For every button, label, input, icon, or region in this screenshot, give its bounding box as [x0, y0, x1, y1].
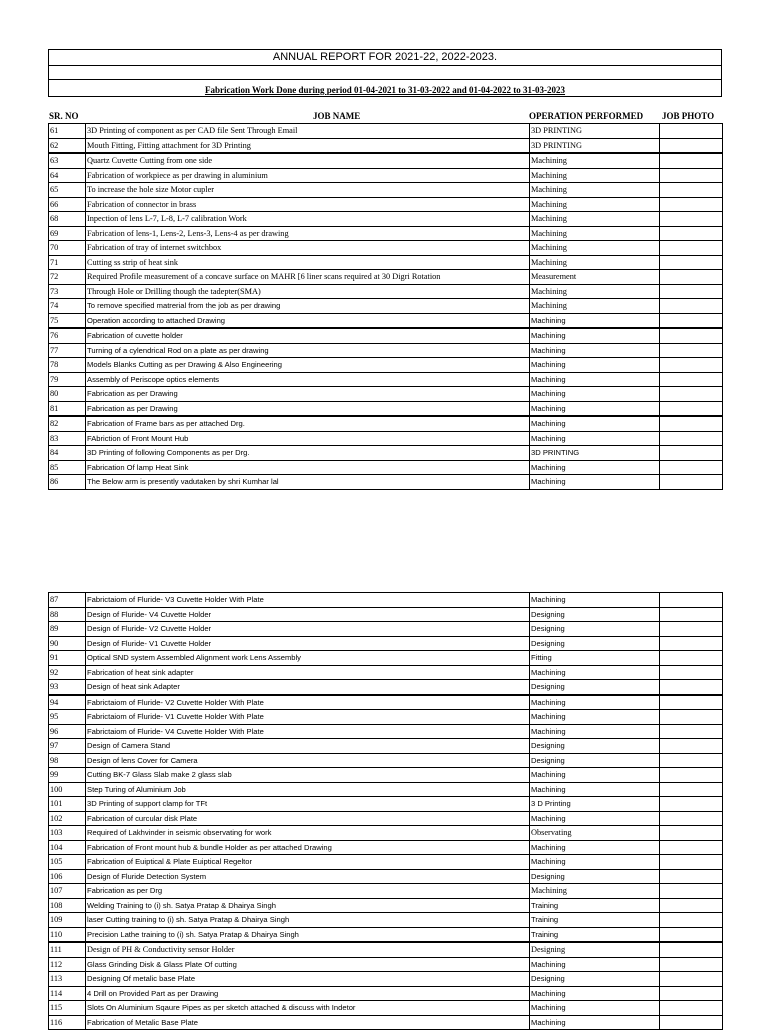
sr-no-cell: 83 — [49, 431, 86, 446]
sr-no-cell: 109 — [49, 913, 86, 928]
job-name-cell: Cutting BK-7 Glass Slab make 2 glass slab — [86, 768, 530, 783]
job-photo-cell — [660, 138, 723, 153]
job-name-cell: Required of Lakhvinder in seismic observating for work — [86, 826, 530, 841]
job-name-cell: Design of heat sink Adapter — [86, 680, 530, 695]
table-row — [49, 358, 723, 373]
table-row — [49, 446, 723, 461]
job-name-cell: Step Turing of Aluminium Job — [86, 782, 530, 797]
table-row — [49, 739, 723, 754]
header-operation: OPERATION PERFORMED — [529, 111, 644, 121]
table-row — [49, 343, 723, 358]
table-row — [49, 927, 723, 942]
table-row — [49, 372, 723, 387]
table-row — [49, 255, 723, 270]
operation-cell: 3 D Printing — [530, 797, 660, 812]
sr-no-cell: 103 — [49, 826, 86, 841]
operation-cell: Fitting — [530, 651, 660, 666]
job-photo-cell — [660, 884, 723, 899]
table-row — [49, 710, 723, 725]
sr-no-cell: 74 — [49, 299, 86, 314]
job-name-cell: Mouth Fitting, Fitting attachment for 3D Printing — [86, 138, 530, 153]
operation-cell: Machining — [530, 226, 660, 241]
job-name-cell: Fabrictaiom of Fluride- V1 Cuvette Holder With Plate — [86, 710, 530, 725]
sr-no-cell: 95 — [49, 710, 86, 725]
sr-no-cell: 66 — [49, 197, 86, 212]
job-photo-cell — [660, 313, 723, 328]
table-row — [49, 680, 723, 695]
job-photo-cell — [660, 826, 723, 841]
operation-cell: Machining — [530, 724, 660, 739]
table-row — [49, 768, 723, 783]
job-name-cell: Inpection of lens L-7, L-8, L-7 calibration Work — [86, 212, 530, 227]
job-name-cell: Fabrication as per Drg — [86, 884, 530, 899]
job-name-cell: 3D Printing of support clamp for TFt — [86, 797, 530, 812]
job-photo-cell — [660, 855, 723, 870]
job-name-cell: Fabrication of Euiptical & Plate Euiptical Regeltor — [86, 855, 530, 870]
table-row — [49, 753, 723, 768]
operation-cell: Machining — [530, 1015, 660, 1030]
operation-cell: Machining — [530, 153, 660, 168]
operation-cell: Machining — [530, 416, 660, 431]
sr-no-cell: 113 — [49, 972, 86, 987]
job-photo-cell — [660, 913, 723, 928]
job-name-cell: Models Blanks Cutting as per Drawing & Also Engineering — [86, 358, 530, 373]
sr-no-cell: 81 — [49, 401, 86, 416]
job-name-cell: Fabrication as per Drawing — [86, 401, 530, 416]
job-name-cell: Design of Fluride- V4 Cuvette Holder — [86, 607, 530, 622]
sr-no-cell: 98 — [49, 753, 86, 768]
job-name-cell: Fabrication of Frame bars as per attached Drg. — [86, 416, 530, 431]
job-name-cell: Fabrication of cuvette holder — [86, 328, 530, 343]
job-name-cell: Welding Training to (i) sh. Satya Pratap & Dhairya Singh — [86, 898, 530, 913]
table-row — [49, 241, 723, 256]
operation-cell: Machining — [530, 168, 660, 183]
table-row — [49, 138, 723, 153]
table-row — [49, 942, 723, 957]
job-photo-cell — [660, 710, 723, 725]
job-name-cell: Optical SND system Assembled Alignment work Lens Assembly — [86, 651, 530, 666]
table-row — [49, 183, 723, 198]
job-name-cell: To remove specified matrerial from the job as per drawing — [86, 299, 530, 314]
job-name-cell: Turning of a cylendrical Rod on a plate as per drawing — [86, 343, 530, 358]
operation-cell: Machining — [530, 372, 660, 387]
operation-cell: Machining — [530, 255, 660, 270]
job-name-cell: FAbriction of Front Mount Hub — [86, 431, 530, 446]
job-photo-cell — [660, 607, 723, 622]
job-name-cell: 3D Printing of following Components as per Drg. — [86, 446, 530, 461]
job-photo-cell — [660, 986, 723, 1001]
sr-no-cell: 115 — [49, 1001, 86, 1016]
operation-cell: Machining — [530, 986, 660, 1001]
sr-no-cell: 62 — [49, 138, 86, 153]
job-photo-cell — [660, 358, 723, 373]
job-photo-cell — [660, 1015, 723, 1030]
table-row — [49, 695, 723, 710]
job-name-cell: To increase the hole size Motor cupler — [86, 183, 530, 198]
job-photo-cell — [660, 840, 723, 855]
job-name-cell: Precision Lathe training to (i) sh. Satya Pratap & Dhairya Singh — [86, 927, 530, 942]
operation-cell: Machining — [530, 401, 660, 416]
sr-no-cell: 70 — [49, 241, 86, 256]
sr-no-cell: 72 — [49, 270, 86, 285]
sr-no-cell: 87 — [49, 593, 86, 608]
table-row — [49, 226, 723, 241]
job-table-1 — [48, 123, 723, 490]
sr-no-cell: 97 — [49, 739, 86, 754]
job-name-cell: 3D Printing of component as per CAD file Sent Through Email — [86, 124, 530, 139]
sr-no-cell: 100 — [49, 782, 86, 797]
table-row — [49, 270, 723, 285]
job-name-cell: Fabrication as per Drawing — [86, 387, 530, 402]
job-photo-cell — [660, 972, 723, 987]
table-row — [49, 797, 723, 812]
job-photo-cell — [660, 431, 723, 446]
operation-cell: Machining — [530, 241, 660, 256]
operation-cell: Designing — [530, 607, 660, 622]
sr-no-cell: 82 — [49, 416, 86, 431]
job-name-cell: Design of lens Cover for Camera — [86, 753, 530, 768]
operation-cell: Designing — [530, 753, 660, 768]
job-photo-cell — [660, 401, 723, 416]
job-name-cell: Design of Fluride Detection System — [86, 869, 530, 884]
operation-cell: Machining — [530, 840, 660, 855]
operation-cell: Machining — [530, 328, 660, 343]
job-name-cell: Operation according to attached Drawing — [86, 313, 530, 328]
job-name-cell: Fabrictaiom of Fluride- V3 Cuvette Holder With Plate — [86, 593, 530, 608]
job-photo-cell — [660, 226, 723, 241]
job-name-cell: Fabrication Of lamp Heat Sink — [86, 460, 530, 475]
sr-no-cell: 114 — [49, 986, 86, 1001]
sr-no-cell: 112 — [49, 957, 86, 972]
job-name-cell: Quartz Cuvette Cutting from one side — [86, 153, 530, 168]
table-row — [49, 869, 723, 884]
sr-no-cell: 90 — [49, 636, 86, 651]
table-row — [49, 593, 723, 608]
sr-no-cell: 101 — [49, 797, 86, 812]
sr-no-cell: 68 — [49, 212, 86, 227]
table-row — [49, 401, 723, 416]
job-photo-cell — [660, 372, 723, 387]
sr-no-cell: 84 — [49, 446, 86, 461]
sr-no-cell: 85 — [49, 460, 86, 475]
job-name-cell: laser Cutting training to (i) sh. Satya Pratap & Dhairya Singh — [86, 913, 530, 928]
job-photo-cell — [660, 284, 723, 299]
job-name-cell: Fabrication of Metalic Base Plate — [86, 1015, 530, 1030]
table-row — [49, 284, 723, 299]
job-photo-cell — [660, 460, 723, 475]
operation-cell: Designing — [530, 636, 660, 651]
table-row — [49, 898, 723, 913]
job-name-cell: Fabrication of tray of internet switchbox — [86, 241, 530, 256]
sr-no-cell: 110 — [49, 927, 86, 942]
job-name-cell: Fabrication of heat sink adapter — [86, 665, 530, 680]
job-photo-cell — [660, 724, 723, 739]
sr-no-cell: 73 — [49, 284, 86, 299]
job-photo-cell — [660, 768, 723, 783]
job-photo-cell — [660, 957, 723, 972]
job-photo-cell — [660, 665, 723, 680]
job-name-cell: 4 Drill on Provided Part as per Drawing — [86, 986, 530, 1001]
operation-cell: Machining — [530, 343, 660, 358]
operation-cell: Machining — [530, 475, 660, 490]
report-title: ANNUAL REPORT FOR 2021-22, 2022-2023. — [49, 50, 721, 66]
sr-no-cell: 65 — [49, 183, 86, 198]
table-row — [49, 299, 723, 314]
table-row — [49, 416, 723, 431]
sr-no-cell: 77 — [49, 343, 86, 358]
job-photo-cell — [660, 753, 723, 768]
table-row — [49, 313, 723, 328]
job-photo-cell — [660, 197, 723, 212]
job-name-cell: Fabrication of connector in brass — [86, 197, 530, 212]
sr-no-cell: 63 — [49, 153, 86, 168]
job-name-cell: Fabrication of lens-1, Lens-2, Lens-3, Lens-4 as per drawing — [86, 226, 530, 241]
operation-cell: Machining — [530, 811, 660, 826]
job-photo-cell — [660, 622, 723, 637]
table-row — [49, 826, 723, 841]
sr-no-cell: 111 — [49, 942, 86, 957]
operation-cell: Machining — [530, 782, 660, 797]
table-row — [49, 884, 723, 899]
sr-no-cell: 64 — [49, 168, 86, 183]
sr-no-cell: 99 — [49, 768, 86, 783]
job-photo-cell — [660, 636, 723, 651]
operation-cell: Machining — [530, 313, 660, 328]
job-photo-cell — [660, 270, 723, 285]
sr-no-cell: 69 — [49, 226, 86, 241]
operation-cell: Designing — [530, 622, 660, 637]
sr-no-cell: 79 — [49, 372, 86, 387]
operation-cell: Machining — [530, 183, 660, 198]
operation-cell: Training — [530, 913, 660, 928]
job-name-cell: Fabrication of workpiece as per drawing in aluminium — [86, 168, 530, 183]
job-name-cell: Design of Fluride- V2 Cuvette Holder — [86, 622, 530, 637]
operation-cell: Designing — [530, 972, 660, 987]
job-table-2 — [48, 592, 723, 1030]
table-row — [49, 651, 723, 666]
report-title-block — [48, 49, 722, 97]
sr-no-cell: 75 — [49, 313, 86, 328]
job-name-cell: Through Hole or Drilling though the tadepter(SMA) — [86, 284, 530, 299]
job-name-cell: Fabrictaiom of Fluride- V2 Cuvette Holder With Plate — [86, 695, 530, 710]
table-row — [49, 840, 723, 855]
job-photo-cell — [660, 475, 723, 490]
job-photo-cell — [660, 299, 723, 314]
job-photo-cell — [660, 446, 723, 461]
sr-no-cell: 88 — [49, 607, 86, 622]
table-row — [49, 972, 723, 987]
operation-cell: Machining — [530, 212, 660, 227]
job-photo-cell — [660, 124, 723, 139]
operation-cell: Machining — [530, 460, 660, 475]
sr-no-cell: 78 — [49, 358, 86, 373]
sr-no-cell: 71 — [49, 255, 86, 270]
job-name-cell: Slots On Aluminium Sqaure Pipes as per sketch attached & discuss with Indetor — [86, 1001, 530, 1016]
sr-no-cell: 104 — [49, 840, 86, 855]
job-name-cell: Designing Of metalic base Plate — [86, 972, 530, 987]
operation-cell: 3D PRINTING — [530, 138, 660, 153]
job-photo-cell — [660, 942, 723, 957]
table-row — [49, 475, 723, 490]
operation-cell: Designing — [530, 869, 660, 884]
table-row — [49, 168, 723, 183]
blank-row — [49, 66, 721, 80]
job-name-cell: Design of Fluride- V1 Cuvette Holder — [86, 636, 530, 651]
job-name-cell: Assembly of Periscope optics elements — [86, 372, 530, 387]
job-photo-cell — [660, 695, 723, 710]
operation-cell: Designing — [530, 739, 660, 754]
sr-no-cell: 94 — [49, 695, 86, 710]
table-row — [49, 782, 723, 797]
operation-cell: Machining — [530, 710, 660, 725]
table-row — [49, 212, 723, 227]
operation-cell: 3D PRINTING — [530, 124, 660, 139]
table-row — [49, 197, 723, 212]
header-job-photo: JOB PHOTO — [662, 111, 715, 121]
table-row — [49, 855, 723, 870]
table-row — [49, 636, 723, 651]
job-name-cell: Required Profile measurement of a concave surface on MAHR [6 liner scans required at 30 Digri Rotation — [86, 270, 530, 285]
table-row — [49, 460, 723, 475]
sr-no-cell: 107 — [49, 884, 86, 899]
sr-no-cell: 108 — [49, 898, 86, 913]
operation-cell: Observating — [530, 826, 660, 841]
operation-cell: Machining — [530, 197, 660, 212]
header-sr-no: SR. NO — [49, 111, 79, 121]
operation-cell: Machining — [530, 299, 660, 314]
operation-cell: Training — [530, 898, 660, 913]
job-photo-cell — [660, 183, 723, 198]
job-photo-cell — [660, 927, 723, 942]
job-photo-cell — [660, 898, 723, 913]
table-row — [49, 431, 723, 446]
job-name-cell: Cutting ss strip of heat sink — [86, 255, 530, 270]
sr-no-cell: 116 — [49, 1015, 86, 1030]
operation-cell: Machining — [530, 431, 660, 446]
job-photo-cell — [660, 416, 723, 431]
job-photo-cell — [660, 153, 723, 168]
table-row — [49, 986, 723, 1001]
operation-cell: 3D PRINTING — [530, 446, 660, 461]
job-photo-cell — [660, 869, 723, 884]
sr-no-cell: 61 — [49, 124, 86, 139]
operation-cell: Designing — [530, 942, 660, 957]
table-row — [49, 1015, 723, 1030]
table-row — [49, 328, 723, 343]
sr-no-cell: 76 — [49, 328, 86, 343]
sr-no-cell: 96 — [49, 724, 86, 739]
sr-no-cell: 91 — [49, 651, 86, 666]
job-photo-cell — [660, 168, 723, 183]
operation-cell: Machining — [530, 855, 660, 870]
job-photo-cell — [660, 651, 723, 666]
job-photo-cell — [660, 387, 723, 402]
job-photo-cell — [660, 680, 723, 695]
report-subtitle: Fabrication Work Done during period 01-04-2021 to 31-03-2022 and 01-04-2022 to 31-03-2023 — [204, 85, 566, 95]
job-name-cell: Fabrication of curcular disk Plate — [86, 811, 530, 826]
job-name-cell: Design of PH & Conductivity sensor Holder — [86, 942, 530, 957]
job-photo-cell — [660, 593, 723, 608]
sr-no-cell: 86 — [49, 475, 86, 490]
table-row — [49, 811, 723, 826]
job-name-cell: Fabrication of Front mount hub & bundle Holder as per attached Drawing — [86, 840, 530, 855]
table-row — [49, 665, 723, 680]
operation-cell: Designing — [530, 680, 660, 695]
job-photo-cell — [660, 241, 723, 256]
job-name-cell: Fabrictaiom of Fluride- V4 Cuvette Holder With Plate — [86, 724, 530, 739]
operation-cell: Machining — [530, 1001, 660, 1016]
job-name-cell: The Below arm is presently vadutaken by shri Kumhar lal — [86, 475, 530, 490]
operation-cell: Machining — [530, 284, 660, 299]
job-name-cell: Glass Grinding Disk & Glass Plate Of cutting — [86, 957, 530, 972]
job-photo-cell — [660, 255, 723, 270]
table-row — [49, 607, 723, 622]
table-row — [49, 622, 723, 637]
operation-cell: Machining — [530, 957, 660, 972]
job-photo-cell — [660, 739, 723, 754]
sr-no-cell: 89 — [49, 622, 86, 637]
table-row — [49, 387, 723, 402]
operation-cell: Training — [530, 927, 660, 942]
table-row — [49, 724, 723, 739]
sr-no-cell: 102 — [49, 811, 86, 826]
operation-cell: Machining — [530, 387, 660, 402]
job-photo-cell — [660, 328, 723, 343]
sr-no-cell: 105 — [49, 855, 86, 870]
job-photo-cell — [660, 1001, 723, 1016]
operation-cell: Machining — [530, 593, 660, 608]
sr-no-cell: 106 — [49, 869, 86, 884]
column-header-row — [48, 109, 720, 123]
job-photo-cell — [660, 212, 723, 227]
operation-cell: Machining — [530, 665, 660, 680]
job-name-cell: Design of Camera Stand — [86, 739, 530, 754]
job-photo-cell — [660, 782, 723, 797]
table-row — [49, 913, 723, 928]
header-job-name: JOB NAME — [313, 111, 361, 121]
operation-cell: Measurement — [530, 270, 660, 285]
operation-cell: Machining — [530, 768, 660, 783]
table-row — [49, 957, 723, 972]
job-photo-cell — [660, 811, 723, 826]
sr-no-cell: 92 — [49, 665, 86, 680]
operation-cell: Machining — [530, 884, 660, 899]
sr-no-cell: 93 — [49, 680, 86, 695]
job-photo-cell — [660, 797, 723, 812]
table-row — [49, 153, 723, 168]
sr-no-cell: 80 — [49, 387, 86, 402]
operation-cell: Machining — [530, 695, 660, 710]
table-row — [49, 124, 723, 139]
table-row — [49, 1001, 723, 1016]
job-photo-cell — [660, 343, 723, 358]
operation-cell: Machining — [530, 358, 660, 373]
